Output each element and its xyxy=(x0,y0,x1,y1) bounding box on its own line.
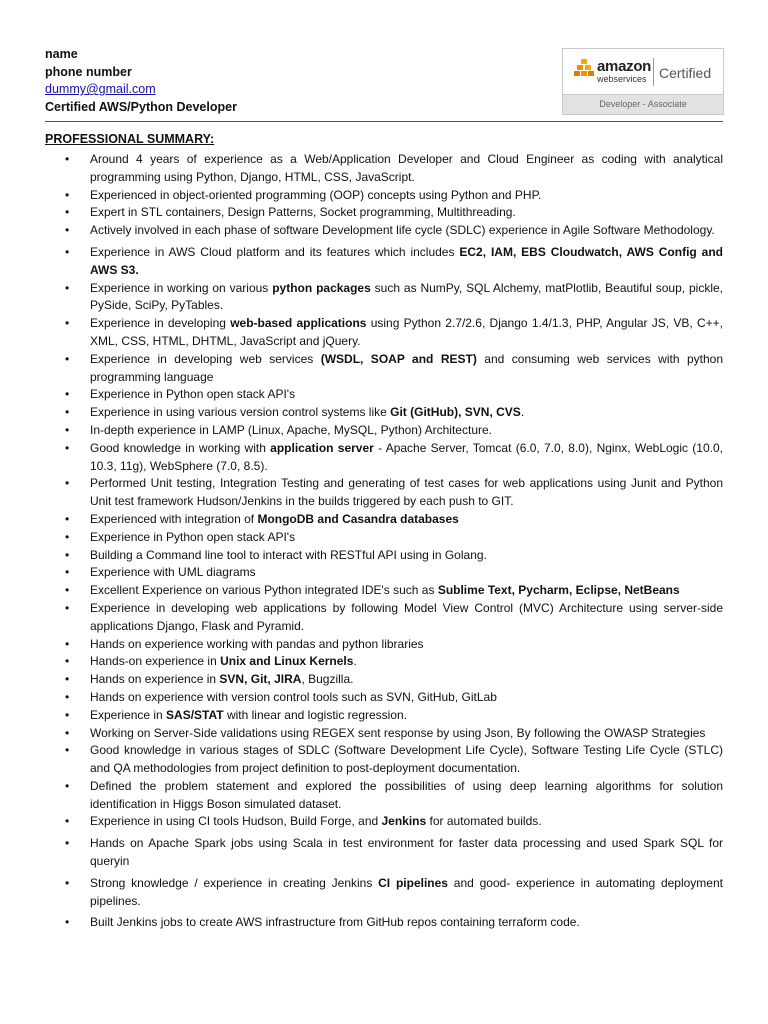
item-text: Experience in developing web applications by following Model View Control (MVC) Architecture using server-side applications Django, Flask and Pyramid. xyxy=(90,600,723,633)
list-item xyxy=(45,222,723,240)
list-item xyxy=(45,386,723,404)
bullet-icon: • xyxy=(65,476,70,491)
summary-list xyxy=(45,151,723,932)
emphasis-text: CI pipelines xyxy=(378,875,448,890)
list-item xyxy=(45,564,723,582)
item-text: Expert in STL containers, Design Patterns, Socket programming, Multithreading. xyxy=(90,205,516,220)
list-item xyxy=(45,440,723,476)
item-text: Experience in xyxy=(90,707,167,722)
list-item xyxy=(45,742,723,778)
item-text: Strong knowledge / experience in creating Jenkins xyxy=(90,875,379,890)
item-text: Experience in working on various xyxy=(90,280,273,295)
header-divider xyxy=(45,121,723,122)
emphasis-text: MongoDB and Casandra databases xyxy=(257,511,459,526)
item-text: using Python 2.7/2.6, Django 1.4/1.3, PHP, Angular JS, VB, C++, XML, CSS, HTML, DHTML, JavaScript and jQuery. xyxy=(90,316,723,348)
item-text: Experience in Python open stack API's xyxy=(90,529,296,544)
list-item xyxy=(45,671,723,689)
aws-certified-badge xyxy=(562,48,724,115)
list-item xyxy=(45,547,723,565)
list-item xyxy=(45,187,723,205)
list-item xyxy=(45,315,723,351)
list-item xyxy=(45,725,723,743)
item-text: Excellent Experience on various Python integrated IDE's such as xyxy=(90,583,438,598)
emphasis-text: SVN, Git, JIRA xyxy=(219,672,302,687)
item-text: Around 4 years of experience as a Web/Application Developer and Cloud Engineer as coding with analytical programming using Python, Django, HTML, CSS, JavaScript. xyxy=(90,152,723,184)
item-text: such as NumPy, SQL Alchemy, matPlotlib, Beautiful soup, pickle, PySide, SciPy, PyTables. xyxy=(90,280,724,313)
bullet-icon: • xyxy=(65,565,70,580)
item-text: Experience in AWS Cloud platform and its features which includes xyxy=(90,244,460,259)
bullet-icon: • xyxy=(65,205,70,220)
list-item xyxy=(45,778,723,814)
item-text: Experience in using various version control systems like xyxy=(90,405,391,420)
item-text: Good knowledge in working with xyxy=(90,440,271,455)
item-text: Experience in developing web services xyxy=(90,351,321,366)
item-text: - Apache Server, Tomcat (6.0, 7.0, 8.0), Nginx, WebLogic (10.0, 10.3, 11g), WebSphere (7.0, 8.5). xyxy=(90,440,723,473)
item-text: In-depth experience in LAMP (Linux, Apache, MySQL, Python) Architecture. xyxy=(90,422,492,437)
item-text: , Bugzilla. xyxy=(301,672,354,687)
emphasis-text: web-based applications xyxy=(230,316,367,331)
bullet-icon: • xyxy=(65,743,70,758)
list-item xyxy=(45,689,723,707)
list-item xyxy=(45,244,723,280)
list-item xyxy=(45,475,723,511)
list-item xyxy=(45,280,723,316)
item-text: Hands-on experience in xyxy=(90,654,221,669)
bullet-icon: • xyxy=(65,316,70,331)
list-item xyxy=(45,835,723,871)
badge-divider xyxy=(653,58,654,86)
bullet-icon: • xyxy=(65,547,70,562)
emphasis-text: Jenkins xyxy=(381,814,427,829)
bullet-icon: • xyxy=(65,280,70,295)
bullet-icon: • xyxy=(65,672,70,687)
bullet-icon: • xyxy=(65,223,70,238)
emphasis-text: SAS/STAT xyxy=(166,707,224,722)
bullet-icon: • xyxy=(65,187,70,202)
list-item xyxy=(45,511,723,529)
bullet-icon: • xyxy=(65,707,70,722)
item-text: Hands on experience with version control tools such as SVN, GitHub, GitLab xyxy=(90,689,497,704)
emphasis-text: Unix and Linux Kernels xyxy=(220,654,354,669)
bullet-icon: • xyxy=(65,654,70,669)
bullet-icon: • xyxy=(65,915,70,930)
bullet-icon: • xyxy=(65,440,70,455)
email-link[interactable]: dummy@gmail.com xyxy=(45,82,156,96)
list-item xyxy=(45,600,723,636)
bullet-icon: • xyxy=(65,636,70,651)
item-text: Working on Server-Side validations using REGEX sent response by using Json, By following the OWASP Strategies xyxy=(90,725,706,740)
item-text: Hands on experience in xyxy=(90,672,220,687)
emphasis-text: Git (GitHub), SVN, CVS xyxy=(390,405,521,420)
candidate-name: name xyxy=(45,47,78,61)
bullet-icon: • xyxy=(65,351,70,366)
item-text: Building a Command line tool to interact with RESTful API using in Golang. xyxy=(90,547,487,562)
list-item xyxy=(45,914,723,932)
item-text: Hands on experience working with pandas and python libraries xyxy=(90,636,424,651)
badge-certified: Certified xyxy=(659,65,712,81)
item-text: Good knowledge in various stages of SDLC (Software Development Life Cycle), Software Testing Life Cycle (STLC) and QA methodologies from project definition to post-deployment documentation. xyxy=(90,743,723,776)
list-item xyxy=(45,151,723,187)
list-item xyxy=(45,636,723,654)
bullet-icon: • xyxy=(65,583,70,598)
emphasis-text: (WSDL, SOAP and REST) xyxy=(320,351,477,366)
list-item xyxy=(45,813,723,831)
bullet-icon: • xyxy=(65,387,70,402)
item-text: Hands on Apache Spark jobs using Scala in test environment for faster data processing and used Spark SQL for queryin xyxy=(90,836,723,869)
item-text: and consuming web services with python programming language xyxy=(90,351,723,384)
list-item xyxy=(45,404,723,422)
bullet-icon: • xyxy=(65,511,70,526)
resume-header xyxy=(45,46,345,116)
bullet-icon: • xyxy=(65,814,70,829)
list-item xyxy=(45,707,723,725)
item-text: and good- experience in automating deployment pipelines. xyxy=(90,875,723,908)
list-item xyxy=(45,529,723,547)
badge-brand-sub: webservices xyxy=(597,74,647,84)
item-text: . xyxy=(520,405,525,420)
bullet-icon: • xyxy=(65,778,70,793)
item-text: Built Jenkins jobs to create AWS infrastructure from GitHub repos containing terraform code. xyxy=(90,915,580,930)
emphasis-text: application server xyxy=(270,440,374,455)
emphasis-text: Sublime Text, Pycharm, Eclipse, NetBeans xyxy=(437,583,680,598)
emphasis-text: python packages xyxy=(272,280,371,295)
item-text: Performed Unit testing, Integration Testing and generating of test cases for web applications using Junit and Python Unit test framework Hudson/Jenkins in the builds triggered by each push to GIT. xyxy=(90,476,723,509)
item-text: Actively involved in each phase of software Development life cycle (SDLC) experience in Agile Software Methodology. xyxy=(90,223,715,238)
bullet-icon: • xyxy=(65,875,70,890)
list-item xyxy=(45,422,723,440)
section-title: PROFESSIONAL SUMMARY: xyxy=(45,132,215,146)
bullet-icon: • xyxy=(65,600,70,615)
item-text: . xyxy=(353,654,357,669)
item-text: Defined the problem statement and explored the possibilities of using deep learning algorithms for solution identification in Higgs Boson simulated dataset. xyxy=(90,778,723,811)
bullet-icon: • xyxy=(65,405,70,420)
phone-number: phone number xyxy=(45,64,132,79)
bullet-icon: • xyxy=(65,422,70,437)
bullet-icon: • xyxy=(65,529,70,544)
bullet-icon: • xyxy=(65,244,70,259)
bullet-icon: • xyxy=(65,836,70,851)
bullet-icon: • xyxy=(65,725,70,740)
item-text: Experienced with integration of xyxy=(90,511,258,526)
emphasis-text: EC2, IAM, EBS Cloudwatch, AWS Config and AWS S3. xyxy=(90,244,723,277)
badge-brand: amazon xyxy=(597,58,652,75)
badge-level: Developer - Associate xyxy=(563,94,723,114)
item-text: Experience in using CI tools Hudson, Build Forge, and xyxy=(90,814,382,829)
list-item xyxy=(45,351,723,387)
item-text: Experienced in object-oriented programming (OOP) concepts using Python and PHP. xyxy=(90,187,542,202)
item-text: Experience in developing xyxy=(90,316,231,331)
bullet-icon: • xyxy=(65,152,70,166)
list-item xyxy=(45,875,723,911)
aws-cubes-icon xyxy=(574,59,596,79)
item-text: with linear and logistic regression. xyxy=(223,707,408,722)
item-text: Experience with UML diagrams xyxy=(90,565,256,580)
item-text: for automated builds. xyxy=(426,814,542,829)
list-item xyxy=(45,204,723,222)
list-item xyxy=(45,653,723,671)
item-text: Experience in Python open stack API's xyxy=(90,387,296,402)
job-title: Certified AWS/Python Developer xyxy=(45,99,237,114)
list-item xyxy=(45,582,723,600)
bullet-icon: • xyxy=(65,689,70,704)
